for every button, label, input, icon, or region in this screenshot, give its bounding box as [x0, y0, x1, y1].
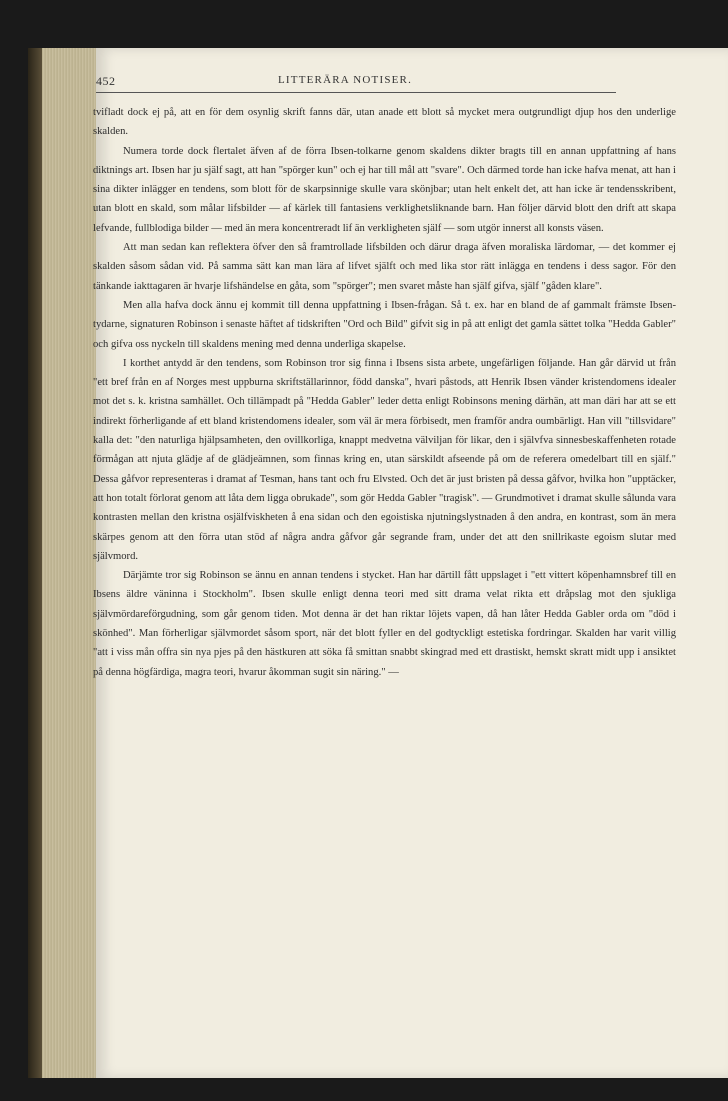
paragraph-text: Därjämte tror sig Robinson se ännu en annan tendens i stycket. Han har därtill fått uppslaget i "ett vittert köpenhamnsbref till en Ibsens äldre väninna i Stockholm". Ibsen skulle enligt denna teori med sitt drama velat rikta ett dråpslag mot den sjukliga självmördareförgudning, som går genom tiden. Mot denna är det han riktar löjets vapen, då han låter Hedda Gabler orda om "död i skönhed". Man förherligar självmordet såsom sport, när det blott fyller en del godtyckligt estetiska fordringar. Skalden har varit villig "att i viss mån offra sin nya pjes på den hästkuren att söka få smittan snabbt skingrad med ett drastiskt, hemskt skratt midt upp i ansiktet på denna högfärdiga, magra teori, hvarur åkomman sugit sin näring." —	[93, 570, 679, 678]
page-header	[96, 74, 616, 93]
paragraph	[93, 142, 679, 238]
paragraph	[93, 566, 679, 682]
paragraph-text: Numera torde dock flertalet äfven af de förra Ibsen-tolkarne genom skaldens dikter bragts till en annan uppfattning af hans diktnings art. Ibsen har ju själf sagt, att han "spörger kun" och ej har till mål att "svare". Och därmed torde han icke hafva menat, att han i sina dikter inlägger en tendens, som blott för de skarpsinnige skulle vara skönjbar; utan helt enkelt det, att han icke är tendensskribent, utan blott en skald, som målar lifsbilder — af kärlek till fantasiens verklighetsliknande barn. Han följer därvid blott den drift att skapa lefvande, fullblodiga bilder — med än mera koncentreradt lif än verkligheten själf — som utgör innerst all konsts väsen.	[93, 145, 679, 234]
body-text	[93, 103, 679, 682]
paragraph-text: Att man sedan kan reflektera öfver den så framtrollade lifsbilden och därur draga äfven moraliska lärdomar, — det kommer ej skalden såsom sådan vid. På samma sätt kan man lära af lifvet själft och med lika stor rätt inlägga en tendens i dess sagor. För den tänkande iakttagaren är hvarje lifshändelse en gåta, som "spörger"; men svaret måste han själf gifva, själf "gåden klare".	[93, 242, 679, 292]
paragraph	[93, 354, 679, 566]
paragraph	[93, 238, 679, 296]
page-number: 452	[96, 74, 116, 88]
paragraph-text: tvifladt dock ej på, att en för dem osynlig skrift fanns där, utan anade ett blott så mycket mera outgrundligt djup hos den underlige skalden.	[93, 107, 679, 138]
paragraph	[93, 103, 679, 142]
running-title: LITTERÄRA NOTISER.	[278, 74, 413, 86]
paragraph-text: I korthet antydd är den tendens, som Robinson tror sig finna i Ibsens sista arbete, ungefärligen följande. Han går därvid ut från "ett bref från en af Norges mest uppburna skriftställarinnor, född danska", hvari påstods, att Henrik Ibsen vänder kristendomens idealer mot det s. k. kristna samhället. Och tillämpadt på "Hedda Gabler" leder detta enligt Robinsons mening därhän, att man däri har att se ett indirekt förherligande af ett bland kristendomens idealer, som väl är mera förbisedt, men framför andra oumbärligt. Han vill "tillsvidare" kalla det: "den naturliga hjälpsamheten, den ovillkorliga, knappt medvetna välviljan för likar, den i självfva sinnesbeskaffenheten rotade förmågan att njuta glädje af de glädjeämnen, som finnas kring en, utan särskildt afseende på om de refererа omedelbart till en själf." Dessa gåfvor representeras i dramat af Tesman, hans tant och fru Elvsted. Och det är just bristen på dessa gåfvor, hvilka hon "upptäcker, att hon totalt förlorat genom att låta dem ligga obrukade", som gör Hedda Gabler "tragisk". — Grundmotivet i dramat skulle sålunda vara kontrasten mellan den kristna osjälfviskheten å ena sidan och den egoistiska njutningslystnaden å den andra, en kontrast, som än mera skärpes genom att den förra utan stöd af några andra gåfvor går segrande fram, under det att den snillrikaste egoism slutar med självmord.	[93, 357, 679, 562]
book-spine	[28, 48, 42, 1078]
paragraph	[93, 296, 679, 354]
paragraph-text: Men alla hafva dock ännu ej kommit till denna uppfattning i Ibsen-frågan. Så t. ex. har en bland de af gammalt främste Ibsen-tydarne, signaturen Robinson i senaste häftet af tidskriften "Ord och Bild" gifvit sig in på att enligt det gamla sättet tolka "Hedda Gabler" och gifva oss nyckeln till skaldens mening med denna underliga skapelse.	[93, 299, 679, 350]
